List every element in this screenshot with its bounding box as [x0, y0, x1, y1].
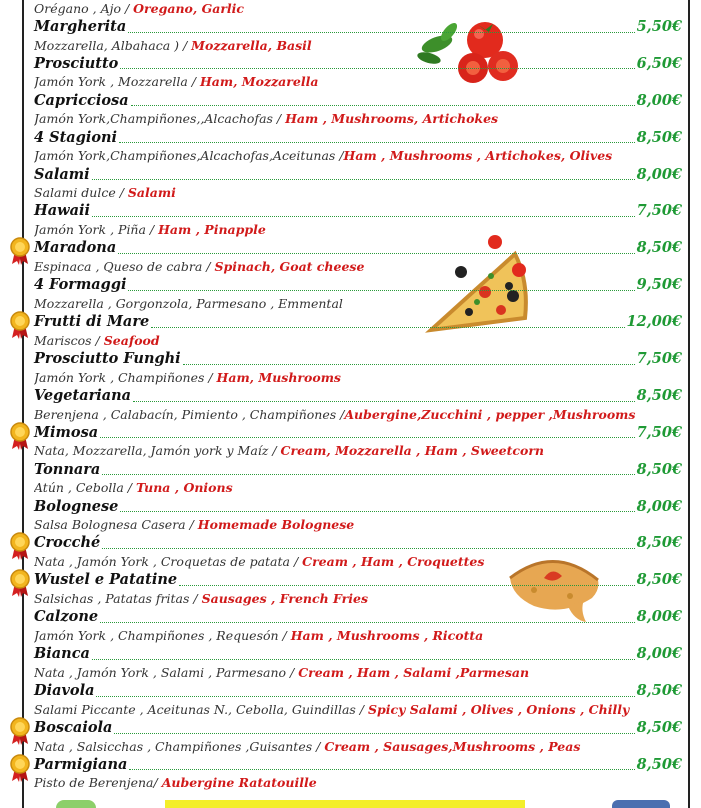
dot-leader: [128, 32, 634, 33]
pizza-ingredients: [34, 37, 682, 55]
pizza-name: Bolognese: [34, 497, 119, 515]
dot-leader: [131, 105, 635, 106]
pizza-name: Diavola: [34, 682, 95, 700]
pizza-name: Vegetariana: [34, 386, 132, 404]
pizza-ingredients: [34, 221, 682, 239]
ingredients-english: Salami: [127, 185, 176, 201]
ingredients-english: Mozzarella, Basil: [191, 37, 312, 53]
medal-icon: [9, 237, 31, 265]
dot-leader: [151, 327, 624, 328]
ingredients-spanish: Salami Piccante , Aceitunas N., Cebolla, Guindillas /: [34, 701, 368, 717]
menu-item: [34, 645, 682, 682]
pizza-ingredients: [34, 774, 682, 792]
ingredients-english: Ham , Mushrooms, Artichokes: [285, 111, 499, 127]
pizza-price: 8,50€: [636, 571, 682, 589]
menu-item-header: [34, 166, 682, 185]
pizza-ingredients: [34, 553, 682, 571]
dot-leader: [96, 696, 634, 697]
pizza-name: Salami: [34, 165, 90, 183]
ingredients-spanish: Mozzarella , Gorgonzola, Parmesano , Emmental: [34, 295, 343, 311]
ingredients-english: Cream , Ham , Croquettes: [302, 554, 485, 570]
pizza-price: 8,50€: [636, 682, 682, 700]
menu-item-header: [34, 498, 682, 517]
menu-item: [34, 129, 682, 166]
menu-item: [34, 166, 682, 203]
medal-icon: [9, 422, 31, 450]
medal-icon: [9, 311, 31, 339]
ingredients-english: Spicy Salami , Olives , Onions , Chilly: [367, 701, 630, 717]
ingredients-spanish: Salsa Bolognesa Casera /: [34, 517, 198, 533]
pizza-price: 8,00€: [636, 645, 682, 663]
pizza-name: Tonnara: [34, 460, 101, 478]
pizza-price: 8,00€: [636, 497, 682, 515]
dot-leader: [133, 401, 635, 402]
ingredients-spanish: Pisto de Berenjena/: [34, 775, 162, 791]
pizza-name: Maradona: [34, 239, 117, 257]
pizza-price: 8,00€: [636, 608, 682, 626]
pizza-ingredients: [34, 738, 682, 756]
pizza-ingredients: [34, 332, 682, 350]
dot-leader: [102, 474, 634, 475]
pizza-ingredients: [34, 184, 682, 202]
pizza-name: Frutti di Mare: [34, 313, 150, 331]
pizza-ingredients: [34, 369, 682, 387]
ingredients-english: Spinach, Goat cheese: [214, 258, 365, 274]
dot-leader: [92, 179, 635, 180]
menu-item-header: [34, 18, 682, 37]
ingredients-english: Ham, Mushrooms: [216, 369, 341, 385]
pizza-price: 12,00€: [626, 313, 682, 331]
dot-leader: [128, 290, 634, 291]
menu-item-header: [34, 719, 682, 738]
pizza-ingredients: [34, 627, 682, 645]
ingredients-spanish: Salsichas , Patatas fritas /: [34, 590, 202, 606]
ingredients-spanish: Salami dulce /: [34, 185, 128, 201]
ingredients-spanish: Mozzarella, Albahaca ) /: [34, 37, 192, 53]
pizza-name: Calzone: [34, 608, 99, 626]
menu-item: [34, 682, 682, 719]
ingredients-spanish: Berenjena , Calabacín, Pimiento , Champiñones /: [34, 406, 345, 422]
menu-item-header: [34, 313, 682, 332]
menu-item-header: [34, 534, 682, 553]
dot-leader: [92, 659, 635, 660]
pizza-ingredients: [34, 110, 682, 128]
dot-leader: [114, 733, 634, 734]
pizza-price: 8,50€: [636, 460, 682, 478]
menu-items-list: [34, 18, 682, 793]
ingredients-spanish: Nata , Salsicchas , Champiñones ,Guisantes /: [34, 738, 325, 754]
pizza-ingredients: [34, 664, 682, 682]
ingredients-english: Aubergine,Zucchini , pepper ,Mushrooms: [344, 406, 636, 422]
menu-item-header: [34, 682, 682, 701]
menu-item: [34, 756, 682, 793]
menu-item-header: [34, 461, 682, 480]
menu-item: [34, 350, 682, 387]
pizza-name: Crocché: [34, 534, 101, 552]
ingredients-english: Homemade Bolognese: [197, 517, 355, 533]
menu-item: [34, 202, 682, 239]
medal-icon: [9, 717, 31, 745]
menu-item-header: [34, 571, 682, 590]
menu-item-header: [34, 350, 682, 369]
pizza-name: Wustel e Patatine: [34, 571, 178, 589]
ingredients-spanish: Jamón York , Champiñones , Requesón /: [34, 627, 291, 643]
pizza-price: 8,50€: [636, 239, 682, 257]
menu-item: [34, 534, 682, 571]
ingredients-english: Ham , Mushrooms , Artichokes, Olives: [343, 148, 613, 164]
menu-item: [34, 313, 682, 350]
pizza-name: Boscaiola: [34, 718, 113, 736]
menu-item-header: [34, 424, 682, 443]
ingredients-english: Tuna , Onions: [135, 480, 233, 496]
footer-yellow-banner: [165, 800, 525, 808]
pizza-name: 4 Stagioni: [34, 128, 118, 146]
pizza-name: Capricciosa: [34, 91, 129, 109]
menu-item-header: [34, 239, 682, 258]
pizza-price: 7,50€: [636, 202, 682, 220]
menu-item: [34, 92, 682, 129]
ingredients-english: Ham , Pinapple: [158, 222, 266, 238]
pizza-menu: [34, 0, 682, 793]
pizza-ingredients: [34, 442, 682, 460]
medal-icon: [9, 532, 31, 560]
ingredients-spanish: Espinaca , Queso de cabra /: [34, 258, 215, 274]
dot-leader: [179, 585, 634, 586]
pizza-name: Parmigiana: [34, 755, 128, 773]
pizza-ingredients: [34, 258, 682, 276]
pizza-name: 4 Formaggi: [34, 276, 127, 294]
medal-icon: [9, 569, 31, 597]
pizza-price: 8,50€: [636, 128, 682, 146]
dot-leader: [92, 216, 635, 217]
top-ingredients-note: Orégano , Ajo / Oregano, Garlic: [34, 1, 245, 16]
pizza-price: 8,50€: [636, 755, 682, 773]
pizza-price: 7,50€: [636, 423, 682, 441]
ingredients-spanish: Nata, Mozzarella, Jamón york y Maíz /: [34, 443, 281, 459]
ingredients-english: Ham , Mushrooms , Ricotta: [290, 627, 484, 643]
pizza-price: 7,50€: [636, 350, 682, 368]
pizza-price: 8,50€: [636, 386, 682, 404]
ingredients-spanish: Jamón York,Champiñones,,Alcachofas /: [34, 111, 286, 127]
menu-item: [34, 18, 682, 55]
menu-item-header: [34, 608, 682, 627]
pizza-ingredients: [34, 73, 682, 91]
pizza-ingredients: [34, 590, 682, 608]
dot-leader: [100, 622, 634, 623]
pizza-ingredients: [34, 479, 682, 497]
pizza-name: Hawaii: [34, 202, 90, 220]
pizza-price: 8,50€: [636, 718, 682, 736]
menu-item-header: [34, 55, 682, 74]
pizza-name: Prosciutto Funghi: [34, 350, 181, 368]
dot-leader: [183, 364, 635, 365]
ingredients-english: Cream , Ham , Salami ,Parmesan: [298, 664, 530, 680]
pizza-price: 8,00€: [636, 165, 682, 183]
ingredients-spanish: Jamón York , Champiñones /: [34, 369, 217, 385]
menu-item-header: [34, 387, 682, 406]
ingredients-english: Ham, Mozzarella: [199, 74, 319, 90]
menu-item: [34, 498, 682, 535]
menu-item-header: [34, 756, 682, 775]
menu-item: [34, 719, 682, 756]
pizza-price: 6,50€: [636, 54, 682, 72]
ingredients-spanish: Jamón York , Mozzarella /: [34, 74, 200, 90]
ingredients-spanish: Nata , Jamón York , Salami , Parmesano /: [34, 664, 299, 680]
footer-green-badge: [56, 800, 96, 808]
ingredients-english: Cream, Mozzarella , Ham , Sweetcorn: [280, 443, 545, 459]
menu-item-header: [34, 645, 682, 664]
menu-item: [34, 276, 682, 313]
ingredients-spanish: Jamón York , Piña /: [34, 222, 159, 238]
menu-item: [34, 239, 682, 276]
pizza-name: Prosciutto: [34, 54, 119, 72]
pizza-price: 8,50€: [636, 534, 682, 552]
pizza-price: 8,00€: [636, 91, 682, 109]
pizza-ingredients: [34, 516, 682, 534]
menu-item: [34, 461, 682, 498]
footer-blue-badge: [612, 800, 670, 808]
ingredients-spanish: Mariscos /: [34, 332, 104, 348]
pizza-ingredients: [34, 701, 682, 719]
ingredients-english: Sausages , French Fries: [201, 590, 369, 606]
menu-item: [34, 608, 682, 645]
ingredients-english: Seafood: [103, 332, 160, 348]
ingredients-spanish: Nata , Jamón York , Croquetas de patata /: [34, 554, 303, 570]
ingredients-english: Aubergine Ratatouille: [161, 775, 317, 791]
pizza-price: 9,50€: [636, 276, 682, 294]
menu-item: [34, 424, 682, 461]
dot-leader: [100, 437, 634, 438]
menu-item: [34, 571, 682, 608]
medal-icon: [9, 754, 31, 782]
pizza-name: Mimosa: [34, 423, 99, 441]
pizza-ingredients: [34, 406, 682, 424]
pizza-name: Bianca: [34, 645, 90, 663]
pizza-ingredients: [34, 295, 682, 313]
menu-item: [34, 387, 682, 424]
menu-item-header: [34, 129, 682, 148]
dot-leader: [119, 142, 635, 143]
pizza-name: Margherita: [34, 18, 127, 35]
pizza-ingredients: [34, 147, 682, 165]
menu-item: [34, 55, 682, 92]
dot-leader: [118, 253, 634, 254]
dot-leader: [120, 68, 634, 69]
ingredients-spanish: Jamón York,Champiñones,Alcachofas,Aceitunas /: [34, 148, 344, 164]
menu-item-header: [34, 202, 682, 221]
menu-item-header: [34, 276, 682, 295]
dot-leader: [102, 548, 634, 549]
dot-leader: [129, 769, 634, 770]
ingredients-spanish: Atún , Cebolla /: [34, 480, 136, 496]
menu-item-header: [34, 92, 682, 111]
ingredients-english: Cream , Sausages,Mushrooms , Peas: [324, 738, 581, 754]
dot-leader: [120, 511, 634, 512]
pizza-price: 5,50€: [636, 18, 682, 35]
